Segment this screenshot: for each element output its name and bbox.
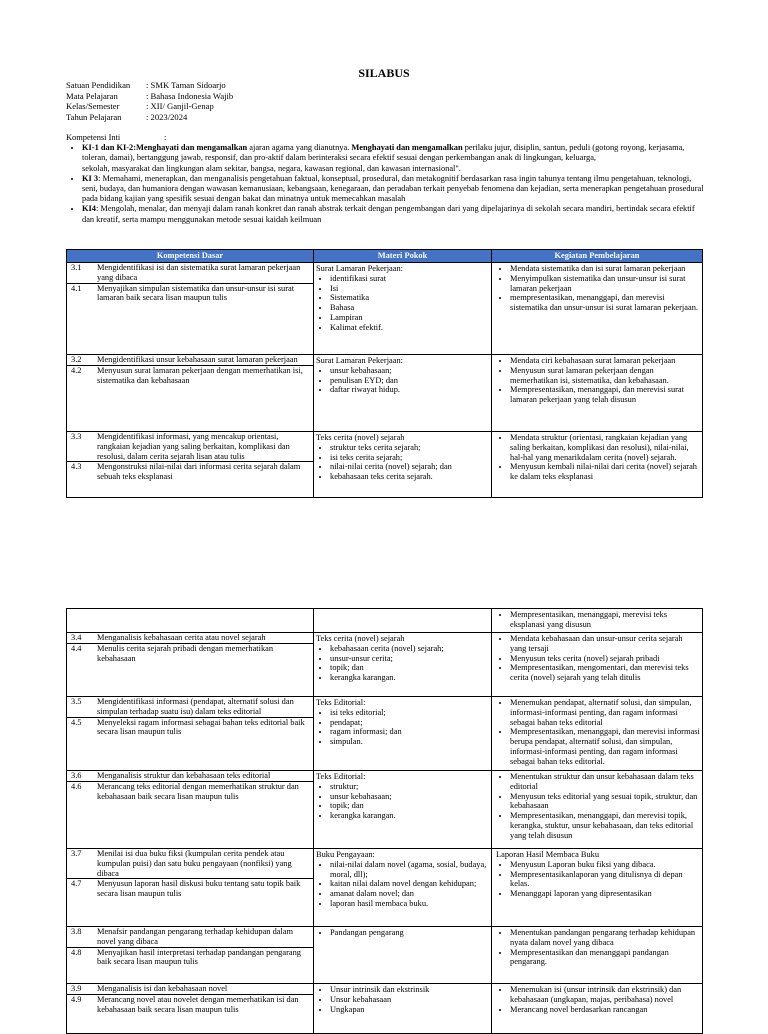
kd-item (67, 782, 313, 802)
kegiatan-item: • Mempresentasikan, menanggapi, dan merevisi topik, kerangka, stuktur, unsur kebahasaan, dan teks editorial yang telah disusun (510, 811, 700, 840)
table-row (67, 771, 703, 849)
materi-cell (314, 849, 492, 927)
kd-text: Menganalisis kebahasaan cerita atau novel sejarah (97, 633, 266, 642)
kegiatan-cell (492, 263, 703, 355)
kegiatan-cell (492, 609, 703, 633)
materi-item: • struktur; (330, 782, 489, 792)
materi-cell (314, 771, 492, 849)
meta-label: Tahun Pelajaran (66, 111, 122, 122)
materi-cell (314, 927, 492, 984)
kegiatan-item: • Mempresentasikan, mengomentari, dan merevisi teks cerita (novel) sejarah yang telah ditulis (510, 663, 700, 683)
kegiatan-item: • Menyimpulkan sistematika dan unsur-unsur isi surat lamaran pekerjaan (510, 274, 700, 294)
kd-text: Mengidentifikasi isi dan sistematika surat lamaran pekerjaan yang dibaca (97, 263, 301, 282)
kd-text: Mengidentifikasi informasi, yang mencakup orientasi, rangkaian kejadian yang saling berkaitan, komplikasi dan resolusi, dalam cerita sejarah lisan atau tulis (97, 432, 290, 461)
kd-number: 4.8 (71, 947, 82, 957)
materi-item: • Sistematika (330, 293, 489, 303)
kd-number: 4.7 (71, 879, 82, 889)
materi-cell (314, 697, 492, 771)
materi-item: • struktur teks cerita sejarah; (330, 443, 489, 453)
materi-item: • unsur kebahasaan; (330, 366, 489, 376)
table-row (67, 849, 703, 927)
kegiatan-item: • Mempresentasikan dan menanggapi pandangan pengarang. (510, 948, 700, 968)
kegiatan-item: • Mempresentasikan, menanggapi, dan merevisi informasi berupa pendapat, alternatif solusi, dan simpulan, informasi-informasi penting, dan ragam informasi sebagai bahan teks editorial. (510, 727, 700, 766)
meta-row (66, 91, 233, 102)
kegiatan-item: • Menyusun surat lamaran pekerjaan dengan memerhatikan isi, sistematika, dan kebahasaan. (510, 366, 700, 386)
kd-number: 3.4 (71, 633, 82, 642)
materi-cell (314, 432, 492, 498)
kegiatan-item: • Merancang novel berdasarkan rancangan (510, 1005, 700, 1015)
materi-heading: Teks Editorial: (316, 772, 366, 781)
kd-cell (67, 984, 314, 1034)
kd-cell (67, 432, 314, 498)
kegiatan-item: • Menentukan pandangan pengarang terhadap kehidupan nyata dalam novel yang dibaca (510, 928, 700, 948)
kegiatan-item: • Menemukan isi (unsur intrinsik dan ekstrinsik) dan kebahasaan (ungkapan, majas, peribahasa) novel (510, 985, 700, 1005)
materi-item: • unsur kebahasaan; (330, 792, 489, 802)
meta-row (66, 112, 233, 123)
materi-cell (314, 355, 492, 432)
kd-item (67, 771, 313, 782)
syllabus-table-page-1 (66, 249, 703, 498)
kd-text: Mengidentifikasi unsur kebahasaan surat lamaran pekerjaan (97, 355, 298, 364)
kd-item (67, 366, 313, 386)
materi-item: • nilai-nilai dalam novel (agama, sosial, budaya, moral, dll); (330, 860, 489, 880)
kd-cell (67, 355, 314, 432)
kd-number: 4.9 (71, 994, 82, 1004)
kd-cell (67, 849, 314, 927)
kd-item (67, 984, 313, 995)
kd-item (67, 355, 313, 366)
table-row (67, 432, 703, 498)
materi-item: • Bahasa (330, 303, 489, 313)
materi-cell (314, 984, 492, 1034)
materi-item: • identifikasi surat (330, 274, 489, 284)
table-row (67, 633, 703, 697)
kd-item (67, 995, 313, 1015)
document-title: SILABUS (358, 66, 410, 80)
kd-text: Merancang teks editorial dengan memerhatikan struktur dan kebahasaan baik secara lisan maupun tulis (97, 781, 299, 801)
meta-label: Satuan Pendidikan (66, 80, 131, 90)
kd-cell (67, 697, 314, 771)
materi-item: • isi teks cerita sejarah; (330, 453, 489, 463)
materi-subitem: • Ungkapan (330, 1005, 489, 1015)
kd-number: 4.4 (71, 643, 82, 653)
kegiatan-heading: Laporan Hasil Membaca Buku (496, 850, 600, 859)
materi-heading: Teks cerita (novel) sejarah (316, 634, 405, 643)
kd-number: 3.7 (71, 849, 82, 858)
kegiatan-item: • Menentukan struktur dan unsur kebahasaan dalam teks editorial (510, 772, 700, 792)
header-materi-pokok: Materi Pokok (314, 250, 492, 263)
kd-text: Menganalisis isi dan kebahasaan novel (97, 984, 228, 993)
kd-item (67, 432, 313, 462)
table-row (67, 355, 703, 432)
kompetensi-inti (66, 133, 706, 225)
meta-value: : Bahasa Indonesia Wajib (146, 90, 234, 101)
kegiatan-item: • mempresentasikan, menanggapi, dan merevisi sistematika dan unsur-unsur isi surat lamaran pekerjaan. (510, 293, 700, 313)
kd-text: Merancang novel atau novelet dengan memerhatikan isi dan kebahasaan baik secara lisan maupun tulis (97, 994, 299, 1014)
materi-item: • topik; dan (330, 801, 489, 811)
meta-value: : 2023/2024 (146, 111, 188, 122)
kegiatan-cell (492, 771, 703, 849)
kegiatan-item: • Mempresentasikanlaporan yang ditulisnya di depan kelas. (510, 870, 700, 890)
meta-label: Mata Pelajaran (66, 90, 118, 101)
meta-value: : SMK Taman Sidoarjo (146, 80, 226, 90)
materi-item: • simpulan. (330, 737, 489, 747)
header-kompetensi-dasar: Kompetensi Dasar (67, 250, 314, 263)
meta-row (66, 101, 233, 112)
materi-cell (314, 263, 492, 355)
meta-value: : XII/ Ganjil-Genap (146, 101, 214, 111)
kd-item (67, 879, 313, 899)
kd-number: 4.3 (71, 462, 82, 472)
materi-item: • Lampiran (330, 313, 489, 323)
ki-heading: Kompetensi Inti (66, 133, 121, 142)
kd-number: 3.1 (71, 263, 82, 272)
kd-item (67, 697, 313, 718)
kegiatan-item: • Menanggapi laporan yang dipresentasikan (510, 889, 700, 899)
kegiatan-item: • Mendata struktur (orientasi, rangkaian kejadian yang saling berkaitan, komplikasi dan resolusi), nilai-nilai, hal-hal yang menarikdalam cerita (novel) sejarah. (510, 433, 700, 462)
materi-heading: Surat Lamaran Pekerjaan: (316, 356, 403, 365)
materi-heading: Teks Editorial: (316, 698, 366, 707)
kd-text: Menyajikan hasil interpretasi terhadap pandangan pengarang baik secara lisan maupun tulis (97, 947, 301, 967)
materi-item: • Unsur intrinsik dan ekstrinsik (330, 985, 489, 995)
materi-item: • topik; dan (330, 663, 489, 673)
kd-number: 4.2 (71, 365, 82, 375)
kegiatan-item: • Menemukan pendapat, alternatif solusi, dan simpulan, informasi-informasi penting, dan ragam informasi sebagai bahan teks editorial (510, 698, 700, 727)
materi-item: • kebahasaan cerita (novel) sejarah; (330, 644, 489, 654)
kd-item (67, 849, 313, 879)
kegiatan-item: • Mempresentasikan, menanggapi, dan merevisi surat lamaran pekerjaan yang telah disusun (510, 385, 700, 405)
table-row (67, 927, 703, 984)
kegiatan-cell (492, 927, 703, 984)
document-meta (66, 80, 233, 122)
kd-cell (67, 633, 314, 697)
kd-number: 3.6 (71, 771, 82, 780)
kd-item (67, 644, 313, 664)
kegiatan-item: • Mendata ciri kebahasaan surat lamaran pekerjaan (510, 356, 700, 366)
kegiatan-cell (492, 849, 703, 927)
kd-number: 3.8 (71, 927, 82, 936)
materi-item: • daftar riwayat hidup. (330, 385, 489, 395)
kegiatan-item: • Menyusun kembali nilai-nilai dari cerita (novel) sejarah ke dalam teks eksplanasi (510, 462, 700, 482)
kd-text: Menulis cerita sejarah pribadi dengan memerhatikan kebahasaan (97, 643, 274, 663)
kegiatan-item: • Mendata sistematika dan isi surat lamaran pekerjaan (510, 264, 700, 274)
kd-number: 4.6 (71, 781, 82, 791)
materi-heading: Teks cerita (novel) sejarah (316, 433, 405, 442)
kd-text: Menilai isi dua buku fiksi (kumpulan cerita pendek atau kumpulan puisi) dan satu buku pengayaan (nonfiksi) yang dibaca (97, 849, 292, 878)
ki-item-4: • KI4: Mengolah, menalar, dan menyaji dalam ranah konkret dan ranah abstrak terkait dengan pengembangan dari yang dipelajarinya di sekolah secara mandiri, bertindak secara efektif dan kreatif, serta mampu menggunakan metode sesuai kaidah keilmuan (82, 204, 706, 224)
syllabus-table-page-2 (66, 608, 703, 1034)
materi-cell (314, 609, 492, 633)
kd-text: Menyeleksi ragam informasi sebagai bahan teks editorial baik secara lisan maupun tulis (97, 717, 305, 737)
kegiatan-item: • Mendata kebahasaan dan unsur-unsur cerita sejarah yang tersaji (510, 634, 700, 654)
kd-number: 3.3 (71, 432, 82, 441)
kd-item (67, 948, 313, 968)
kegiatan-item: • Mempresentasikan, menanggapi, merevisi teks eksplanasi yang disusun (510, 610, 700, 630)
kd-text: Menganalisis struktur dan kebahasaan teks editorial (97, 771, 271, 780)
kegiatan-item: • Menyusun Laporan buku fiksi yang dibaca. (510, 860, 700, 870)
kd-number: 3.9 (71, 984, 82, 993)
kd-item (67, 263, 313, 284)
header-kegiatan-pembelajaran: Kegiatan Pembelajaran (492, 250, 703, 263)
table-row (67, 984, 703, 1034)
kegiatan-cell (492, 633, 703, 697)
kd-text: Menafsir pandangan pengarang terhadap kehidupan dalam novel yang dibaca (97, 927, 294, 946)
materi-cell (314, 633, 492, 697)
materi-item: • laporan hasil membaca buku. (330, 899, 489, 909)
kegiatan-cell (492, 984, 703, 1034)
kd-text: Menyusun surat lamaran pekerjaan dengan memerhatikan isi, sistematika dan kebahasaan (97, 365, 303, 385)
materi-item: • nilai-nilai cerita (novel) sejarah; dan (330, 462, 489, 472)
meta-label: Kelas/Semester (66, 101, 120, 111)
materi-item: • Isi (330, 284, 489, 294)
kd-item (67, 284, 313, 304)
kd-cell (67, 771, 314, 849)
kegiatan-cell (492, 432, 703, 498)
kd-item (67, 927, 313, 948)
meta-row (66, 80, 233, 91)
kd-item (67, 718, 313, 738)
kd-text: Menyajikan simpulan sistematika dan unsur-unsur isi surat lamaran baik secara lisan maupun tulis (97, 283, 295, 303)
kd-cell (67, 609, 314, 633)
materi-heading: Buku Pengayaan: (316, 850, 375, 859)
kd-item (67, 633, 313, 644)
materi-item: • kebahasaan teks cerita sejarah. (330, 472, 489, 482)
kegiatan-item: • Menyusun teks cerita (novel) sejarah pribadi (510, 654, 700, 664)
table-row (67, 697, 703, 771)
kd-text: Mengonstruksi nilai-nilai dari informasi cerita sejarah dalam sebuah teks eksplanasi (97, 462, 301, 482)
kegiatan-item: • Menyusun teks editorial yang sesuai topik, struktur, dan kebahasaan (510, 792, 700, 812)
ki-colon: : (164, 133, 167, 142)
materi-item: • kerangka karangan. (330, 673, 489, 683)
materi-heading: Surat Lamaran Pekerjaan: (316, 264, 403, 273)
materi-item: • ragam informasi; dan (330, 727, 489, 737)
kd-number: 3.5 (71, 697, 82, 706)
table-row (67, 609, 703, 633)
kd-cell (67, 927, 314, 984)
kd-number: 4.1 (71, 283, 82, 293)
materi-item: • unsur-unsur cerita; (330, 654, 489, 664)
ki-item-3: • KI 3: Memahami, menerapkan, dan menganalisis pengetahuan faktual, konseptual, prosedural, dan metakognitif berdasarkan rasa ingin tahunya tentang ilmu pengetahuan, teknologi, seni, budaya, dan humaniora dengan wawasan kemanusiaan, kebangsaan, kenegaraan, dan peradaban terkait penyebab fenomena dan kejadian, serta menerapkan pengetahuan prosedural pada bidang kajian yang spesifik sesuai dengan bakat dan minatnya untuk memecahkan masalah (82, 174, 706, 205)
kegiatan-cell (492, 355, 703, 432)
materi-item: • kaitan nilai dalam novel dengan kehidupan; (330, 879, 489, 889)
materi-item: • isi teks editorial; (330, 708, 489, 718)
kegiatan-cell (492, 697, 703, 771)
table-row (67, 263, 703, 355)
kd-number: 3.2 (71, 355, 82, 364)
materi-item: • penulisan EYD; dan (330, 376, 489, 386)
materi-item: • kerangka karangan. (330, 811, 489, 821)
kd-number: 4.5 (71, 717, 82, 727)
kd-text: Mengidentifikasi informasi (pendapat, alternatif solusi dan simpulan terhadap suatu isu) dalam teks editorial (97, 697, 294, 716)
materi-item: • amanat dalam novel; dan (330, 889, 489, 899)
kd-text: Menyusun laporan hasil diskusi buku tentang satu topik baik secara lisan maupun tulis (97, 879, 301, 899)
kd-item (67, 462, 313, 482)
materi-item: • Kalimat efektif. (330, 323, 489, 333)
materi-item: • pendapat; (330, 718, 489, 728)
ki-item-1-2: • KI-1 dan KI-2:Menghayati dan mengamalkan ajaran agama yang dianutnya. Menghayati dan mengamalkan perilaku jujur, disiplin, santun, peduli (gotong royong, kerjasama, toleran, damai), bertanggung jawab, responsif, dan pro-aktif dalam berinteraksi secara efektif sesuai dengan perkembangan anak di lingkungan, keluarga, sekolah, masyarakat dan lingkungan alam sekitar, bangsa, negara, kawasan regional, dan kawasan internasional". (82, 143, 706, 174)
materi-item: • Pandangan pengarang (330, 928, 489, 938)
kd-cell (67, 263, 314, 355)
materi-item: • Unsur kebahasaan (330, 995, 489, 1005)
